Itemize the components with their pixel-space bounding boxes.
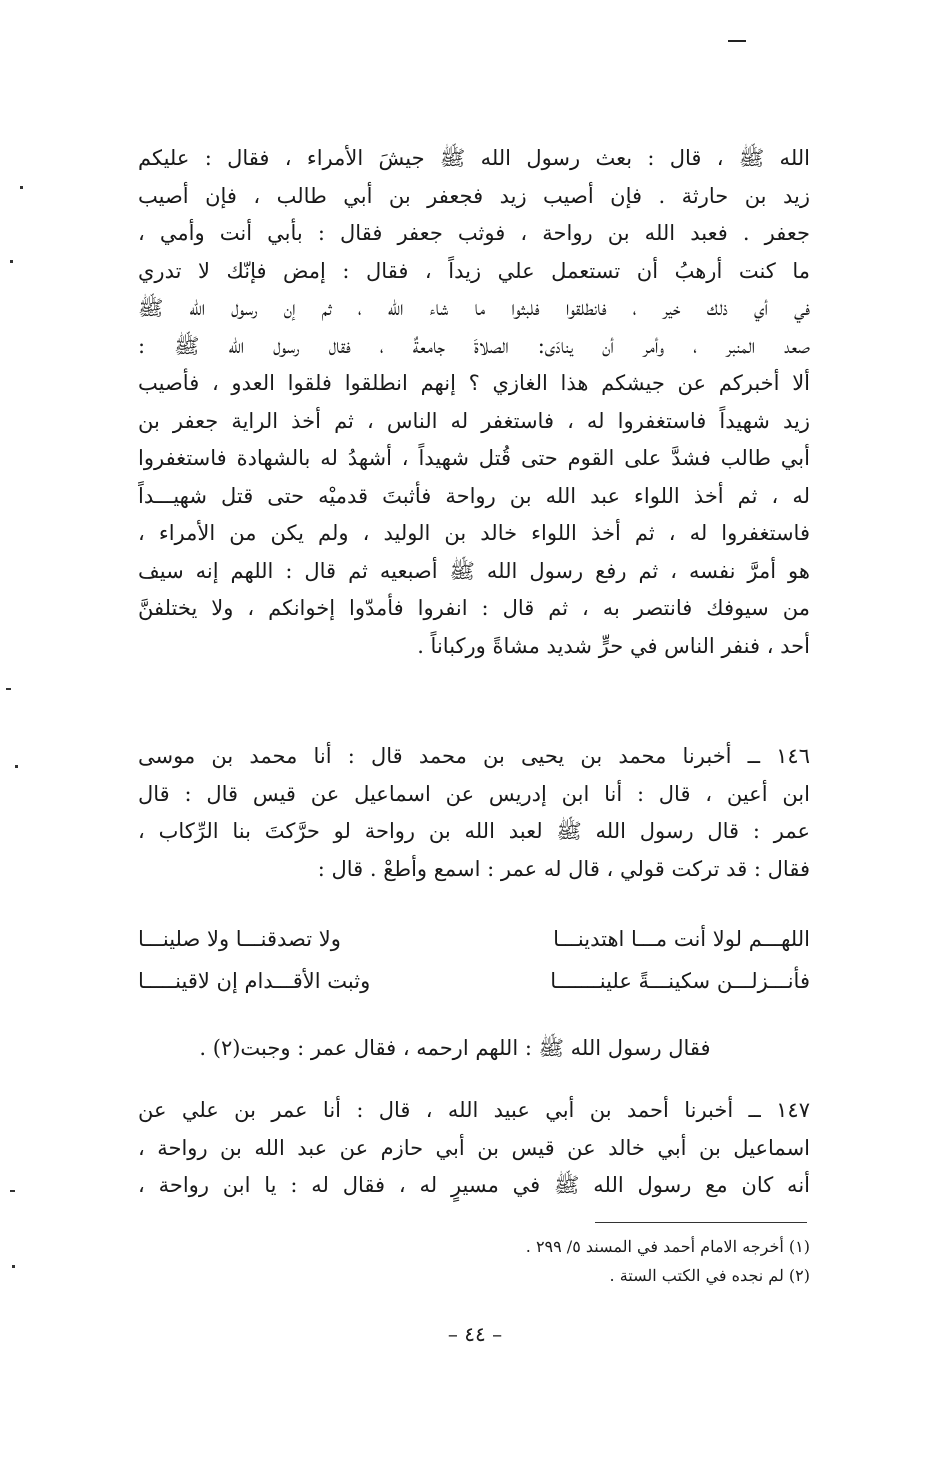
margin-mark [10, 1190, 15, 1192]
text-line: في أي ذلك خير ، فانطلقوا فلبثوا ما شاء الله ، ثم إن رسول الله ﷺ [138, 296, 810, 320]
text-line: ألا أخبركم عن جيشكم هذا الغازي ؟ إنهم انطلقوا فلقوا العدو ، فأصيب [138, 371, 810, 395]
page-number: – ٤٤ – [447, 1322, 503, 1346]
poem-verse [138, 960, 810, 1002]
text-line: عمر : قال رسول الله ﷺ لعبد الله بن رواحة لو حرَّكتَ بنا الرِّكاب ، [138, 819, 810, 843]
text-line: ما كنت أرهبُ أن تستعمل علي زيداً ، فقال : إمض فإنّك لا تدري [138, 258, 810, 283]
text-line: زيد بن حارثة . فإن أصيب زيد فجعفر بن أبي طالب ، فإن أصيب [138, 183, 810, 208]
poem [138, 918, 810, 1002]
text-line: فقال : قد تركت قولي ، قال له عمر : اسمع وأطعْ . قال : [317, 856, 810, 881]
text-line: أنه كان مع رسول الله ﷺ في مسيرٍ له ، فقال له : يا ابن رواحة ، [138, 1173, 810, 1197]
text-line: ١٤٦ ــ أخبرنا محمد بن يحيى بن محمد قال : أنا محمد بن موسى [138, 744, 810, 768]
text-line: جعفر . فعبد الله بن رواحة ، فوثب جعفر فقال : بأبي أنت وأمي ، [138, 221, 810, 245]
text-line: الله ﷺ ، قال : بعث رسول الله ﷺ جيشَ الأمراء ، فقال : عليكم [138, 146, 810, 170]
text-line: من سيوفك فانتصر به ، ثم قال : انفروا فأمدّوا إخوانكم ، ولا يختلفنَّ [138, 596, 810, 620]
text-line: اسماعيل بن أبي خالد عن قيس بن أبي حازم عن عبد الله بن رواحة ، [138, 1135, 810, 1160]
text-line: ابن أعين ، قال : أنا ابن إدريس عن اسماعيل عن قيس قال : قال [138, 781, 810, 806]
margin-mark [20, 186, 23, 189]
text-line: زيد شهيداً فاستغفروا له ، فاستغفر له الناس ، ثم أخذ الراية جعفر بن [138, 408, 810, 433]
hemistich-right: فأنـــزلـــن سكينـــةً علينـــــــا [550, 969, 810, 993]
poem-verse [138, 918, 810, 960]
poem-response: فقال رسول الله ﷺ : اللهم ارحمه ، فقال عمر : وجبت(٢) . [199, 1036, 711, 1060]
margin-mark [12, 1265, 15, 1268]
margin-mark [10, 260, 13, 263]
text-line: ١٤٧ ــ أخبرنا أحمد بن أبي عبيد الله ، قال : أنا عمر بن علي عن [138, 1098, 810, 1122]
text-line: فاستغفروا له ، ثم أخذ اللواء خالد بن الوليد ، ولم يكن من الأمراء ، [138, 521, 810, 545]
margin-mark [15, 765, 18, 768]
footnote: (١) أخرجه الامام أحمد في المسند ٥/ ٢٩٩ . [525, 1237, 810, 1256]
text-line: أحد ، فنفر الناس في حرٍّ شديد مشاةً وركباناً . [417, 633, 810, 658]
hadith-147 [138, 1092, 810, 1205]
footnote: (٢) لم نجده في الكتب الستة . [609, 1266, 810, 1285]
footnotes [410, 1232, 810, 1290]
hemistich-left: وثبت الأقـــدام إن لاقينـــــا [138, 969, 371, 993]
header-mark [728, 40, 746, 42]
text-line: هو أمرَّ نفسه ، ثم رفع رسول الله ﷺ أصبعيه ثم قال : اللهم إنه سيف [138, 558, 810, 583]
paragraph-continuation [138, 140, 810, 665]
hadith-146 [138, 738, 810, 888]
text-line: صعد المنبر ، وأمر أن ينادَى: الصلاةَ جامعةٌ ، فقال رسول الله ﷺ : [138, 333, 810, 358]
hemistich-right: اللهـــم لولا أنت مـــا اهتدينـــا [553, 927, 810, 951]
text-line: له ، ثم أخذ اللواء عبد الله بن رواحة فأثبتَ قدميْه حتى قتل شهيـــداً [138, 483, 810, 508]
margin-mark [6, 688, 11, 690]
footnote-separator [595, 1222, 807, 1223]
text-line: أبي طالب فشدَّ على القوم حتى قُتل شهيداً ، أشهدُ له بالشهادة فاستغفروا [138, 446, 810, 470]
hemistich-left: ولا تصدقنـــا ولا صلينـــا [138, 927, 341, 951]
